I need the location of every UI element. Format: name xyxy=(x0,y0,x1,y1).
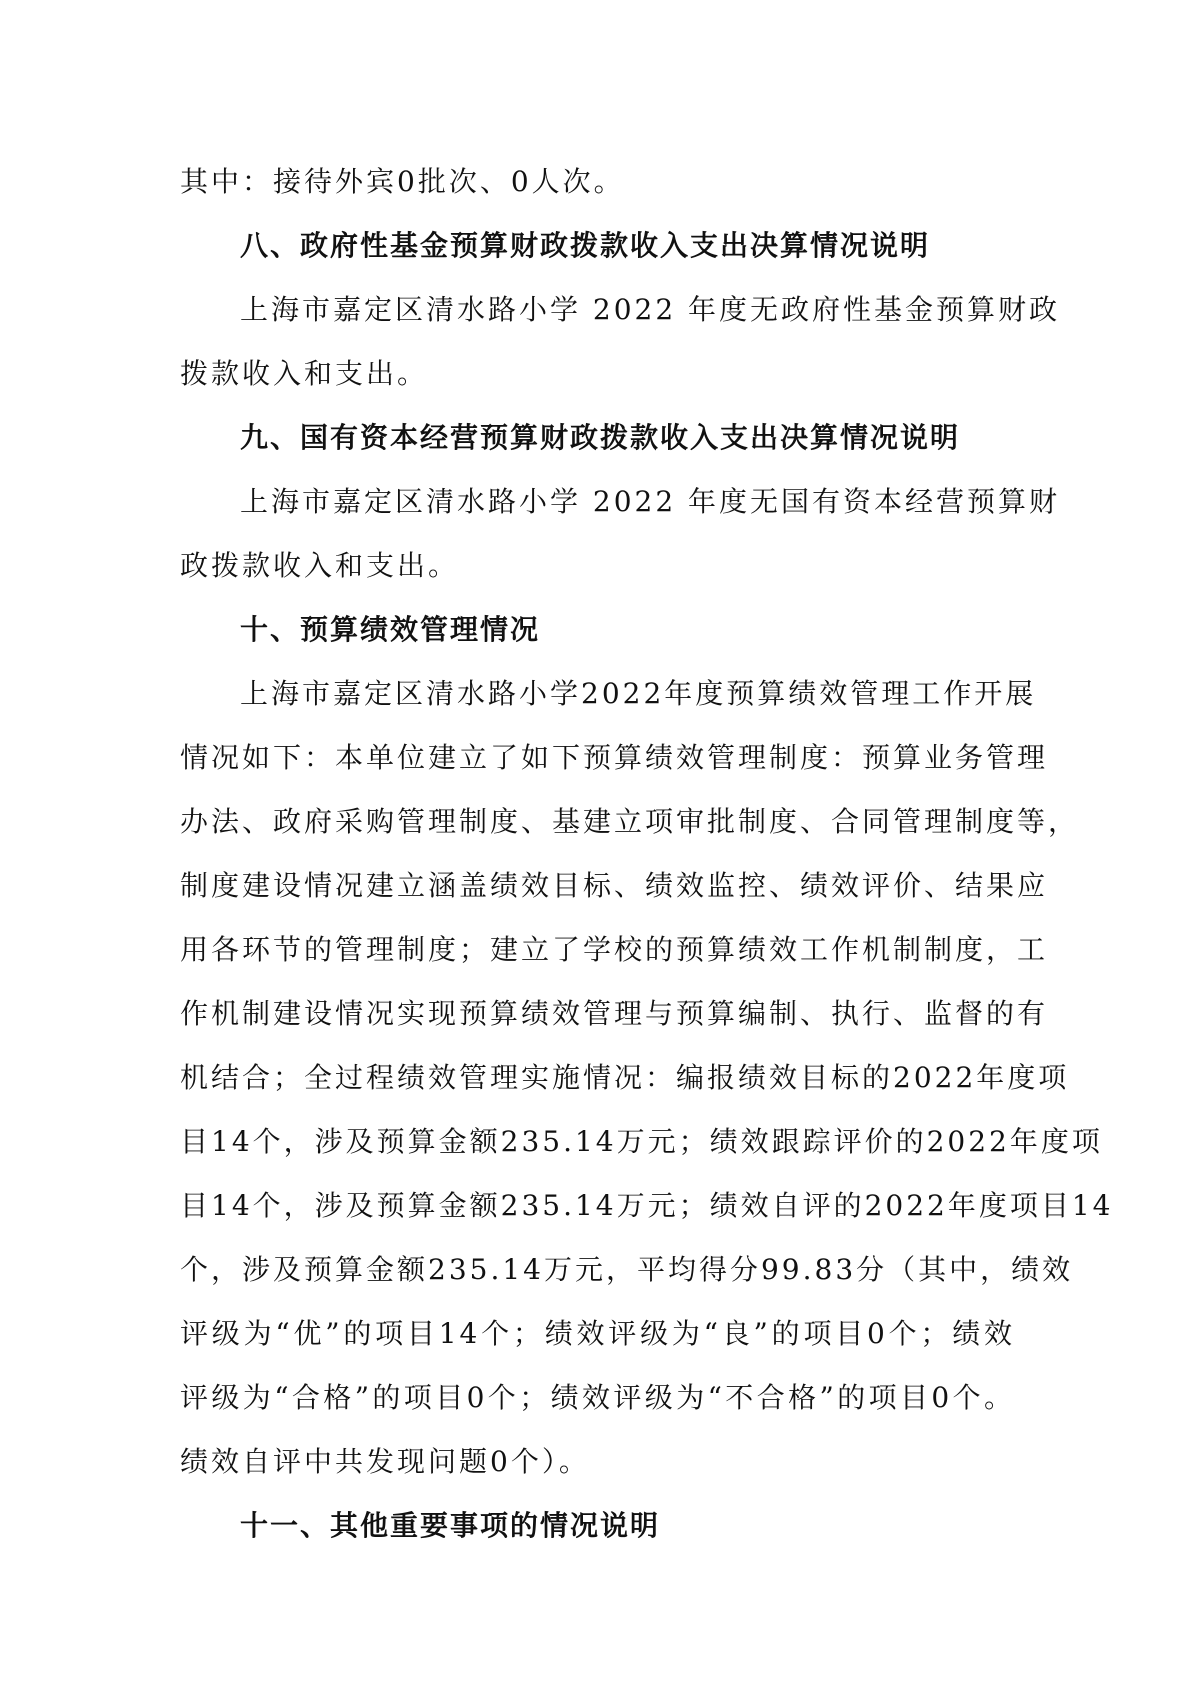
section-heading-9: 九、国有资本经营预算财政拨款收入支出决算情况说明 xyxy=(240,421,961,454)
paragraph-line: 评级为“合格”的项目0个；绩效评级为“不合格”的项目0个。 xyxy=(180,1381,1015,1414)
section-heading-8: 八、政府性基金预算财政拨款收入支出决算情况说明 xyxy=(240,229,931,262)
paragraph-line: 个，涉及预算金额235.14万元，平均得分99.83分（其中，绩效 xyxy=(180,1253,1074,1286)
section-heading-10: 十、预算绩效管理情况 xyxy=(240,613,541,646)
section-heading-11: 十一、其他重要事项的情况说明 xyxy=(240,1509,661,1542)
paragraph-line: 情况如下：本单位建立了如下预算绩效管理制度：预算业务管理 xyxy=(180,741,1049,774)
paragraph-line: 办法、政府采购管理制度、基建立项审批制度、合同管理制度等， xyxy=(180,805,1080,838)
paragraph-line: 评级为“优”的项目14个；绩效评级为“良”的项目0个；绩效 xyxy=(180,1317,1015,1350)
paragraph-line: 上海市嘉定区清水路小学 2022 年度无国有资本经营预算财 xyxy=(240,485,1061,518)
text-line-reception: 其中：接待外宾0批次、0人次。 xyxy=(180,165,625,198)
paragraph-line: 绩效自评中共发现问题0个）。 xyxy=(180,1445,590,1478)
paragraph-line: 拨款收入和支出。 xyxy=(180,357,429,390)
paragraph-line: 用各环节的管理制度；建立了学校的预算绩效工作机制制度，工 xyxy=(180,933,1049,966)
paragraph-line: 作机制建设情况实现预算绩效管理与预算编制、执行、监督的有 xyxy=(180,997,1049,1030)
paragraph-line: 制度建设情况建立涵盖绩效目标、绩效监控、绩效评价、结果应 xyxy=(180,869,1049,902)
paragraph-line: 目14个，涉及预算金额235.14万元；绩效自评的2022年度项目14 xyxy=(180,1189,1114,1222)
paragraph-line: 上海市嘉定区清水路小学 2022 年度无政府性基金预算财政 xyxy=(240,293,1061,326)
document-body xyxy=(180,150,1114,1558)
paragraph-line: 政拨款收入和支出。 xyxy=(180,549,460,582)
paragraph-line: 机结合；全过程绩效管理实施情况：编报绩效目标的2022年度项 xyxy=(180,1061,1070,1094)
paragraph-line: 上海市嘉定区清水路小学2022年度预算绩效管理工作开展 xyxy=(240,677,1037,710)
paragraph-line: 目14个，涉及预算金额235.14万元；绩效跟踪评价的2022年度项 xyxy=(180,1125,1103,1158)
